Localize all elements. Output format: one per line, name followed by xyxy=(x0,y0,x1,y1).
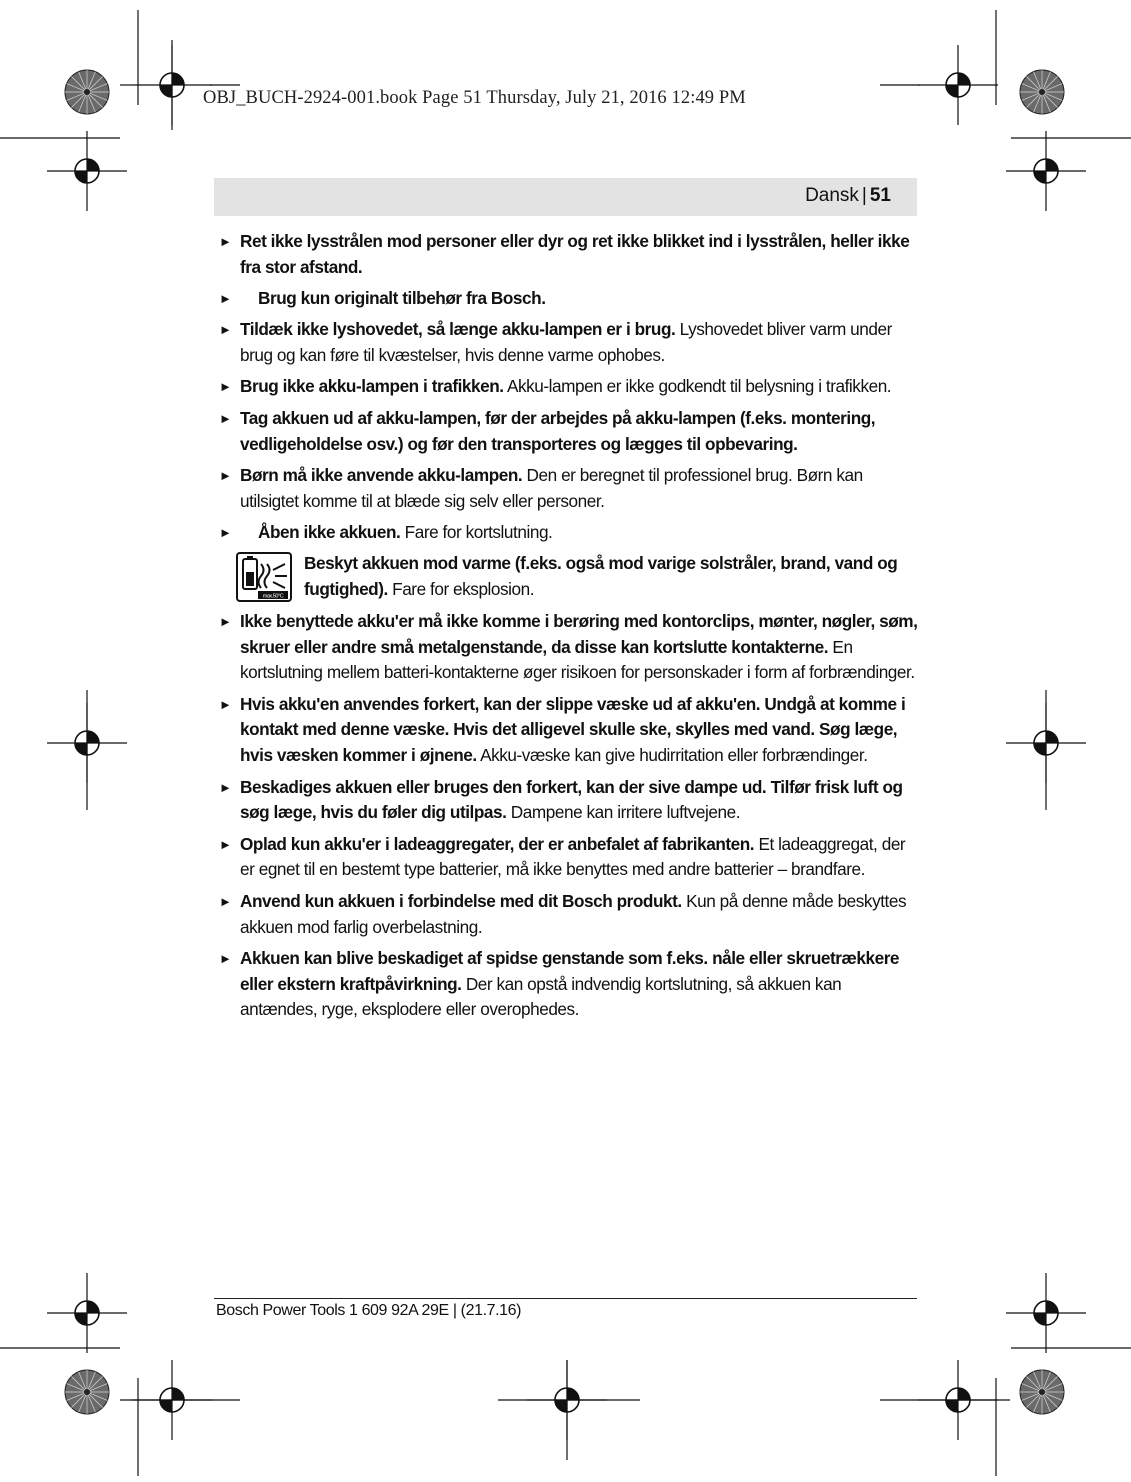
instruction-text: En kortslutning mellem batteri-kontakterne øger risikoen for personskader i form af forbrændinger. xyxy=(240,636,915,683)
instruction-bold: Brug kun originalt tilbehør fra Bosch. xyxy=(258,288,546,309)
instruction-text: Akku-lampen er ikke godkendt til belysning i trafikken. xyxy=(503,376,892,397)
instruction-item xyxy=(218,692,918,769)
language-label: Dansk xyxy=(805,185,859,206)
instruction-bold: Tildæk ikke lyshovedet, så længe akku-lampen er i brug. xyxy=(240,319,676,340)
page-footer: Bosch Power Tools 1 609 92A 29E | (21.7.16) xyxy=(216,1302,522,1319)
instruction-item xyxy=(218,889,918,941)
header-separator: | xyxy=(861,185,867,206)
bullet-arrow-icon: ► xyxy=(219,524,232,540)
instruction-item xyxy=(218,374,918,400)
instruction-bold: Akkuen kan blive beskadiget af spidse genstande som f.eks. nåle eller skruetrækkere eller ekstern kraftpåvirkning. xyxy=(240,947,900,994)
instruction-text: Fare for eksplosion. xyxy=(387,579,535,600)
instruction-item xyxy=(218,775,918,827)
page-header-label xyxy=(805,185,891,207)
instruction-item xyxy=(218,406,918,458)
bullet-arrow-icon: ► xyxy=(219,379,232,395)
instruction-bold: Børn må ikke anvende akku-lampen. xyxy=(240,464,523,485)
instruction-item xyxy=(218,286,918,312)
instruction-bold: Anvend kun akkuen i forbindelse med dit Bosch produkt. xyxy=(240,890,682,911)
instruction-text: Fare for kortslutning. xyxy=(400,521,553,542)
instruction-text: Kun på denne måde beskyttes akkuen mod farlig overbelastning. xyxy=(240,890,907,937)
instruction-bold: Beskyt akkuen mod varme (f.eks. også mod varige solstråler, brand, vand og fugtighed). xyxy=(304,553,898,600)
instruction-item xyxy=(218,832,918,884)
safety-instructions xyxy=(218,229,918,1029)
bullet-arrow-icon: ► xyxy=(219,950,232,966)
instruction-bold: Brug ikke akku-lampen i trafikken. xyxy=(240,376,504,397)
bullet-arrow-icon: ► xyxy=(219,696,232,712)
footer-rule xyxy=(214,1298,917,1299)
bullet-arrow-icon: ► xyxy=(219,836,232,852)
instruction-item xyxy=(218,520,918,546)
instruction-bold: Ikke benyttede akku'er må ikke komme i berøring med kontorclips, mønter, nøgler, søm, skruer eller andre små metalgenstande, da disse kan kortslutte kontakterne. xyxy=(240,610,918,657)
instruction-item xyxy=(218,946,918,1023)
instruction-text: Et ladeaggregat, der er egnet til en bestemt type batterier, må ikke benyttes med andre batterier – brandfare. xyxy=(240,833,906,880)
instruction-bold: Hvis akku'en anvendes forkert, kan der slippe væske ud af akku'en. Undgå at komme i kontakt med denne væske. Hvis det alligevel skulle ske, skylles med vand. Søg læge, hvis væsken kommer i øjnene. xyxy=(240,693,906,766)
instruction-item xyxy=(218,609,918,686)
instruction-item xyxy=(218,463,918,515)
instruction-bold: Ret ikke lysstrålen mod personer eller dyr og ret ikke blikket ind i lysstrålen, heller ikke fra stor afstand. xyxy=(240,231,910,277)
heat-warning-item xyxy=(218,551,918,603)
bullet-arrow-icon: ► xyxy=(219,322,232,338)
battery-heat-warning-icon xyxy=(236,552,292,602)
bullet-arrow-icon: ► xyxy=(219,410,232,426)
instruction-item xyxy=(218,317,918,369)
instruction-bold: Tag akkuen ud af akku-lampen, før der arbejdes på akku-lampen (f.eks. montering, vedligeholdelse osv.) og før den transporteres og lægges til opbevaring. xyxy=(240,407,876,454)
bullet-arrow-icon: ► xyxy=(219,234,232,249)
instruction-bold: Åben ikke akkuen. xyxy=(258,521,401,542)
bullet-arrow-icon: ► xyxy=(219,467,232,483)
instruction-text: Akku-væske kan give hudirritation eller forbrændinger. xyxy=(476,745,868,766)
icon-temperature-label: max.50°C xyxy=(262,593,284,600)
instruction-text: Der kan opstå indvendig kortslutning, så akkuen kan antændes, ryge, eksplodere eller overophedes. xyxy=(240,973,842,1020)
bullet-arrow-icon: ► xyxy=(219,893,232,909)
bullet-arrow-icon: ► xyxy=(219,291,232,307)
print-slug-header: OBJ_BUCH-2924-001.book Page 51 Thursday, July 21, 2016 12:49 PM xyxy=(203,88,746,108)
instruction-text: Dampene kan irritere luftvejene. xyxy=(506,802,741,823)
bullet-arrow-icon: ► xyxy=(219,779,232,795)
instruction-text: Lyshovedet bliver varm under brug og kan føre til kvæstelser, hvis denne varme ophobes. xyxy=(240,319,892,366)
instruction-bold: Beskadiges akkuen eller bruges den forkert, kan der sive dampe ud. Tilfør frisk luft og søg læge, hvis du føler dig utilpas. xyxy=(240,776,903,823)
page-number: 51 xyxy=(869,185,891,206)
instruction-item xyxy=(218,229,918,281)
instruction-text: Den er beregnet til professionel brug. Børn kan utilsigtet komme til at blæde sig selv eller personer. xyxy=(240,464,863,511)
page-header-band xyxy=(214,178,917,216)
bullet-arrow-icon: ► xyxy=(219,613,232,629)
instruction-bold: Oplad kun akku'er i ladeaggregater, der er anbefalet af fabrikanten. xyxy=(240,833,755,854)
